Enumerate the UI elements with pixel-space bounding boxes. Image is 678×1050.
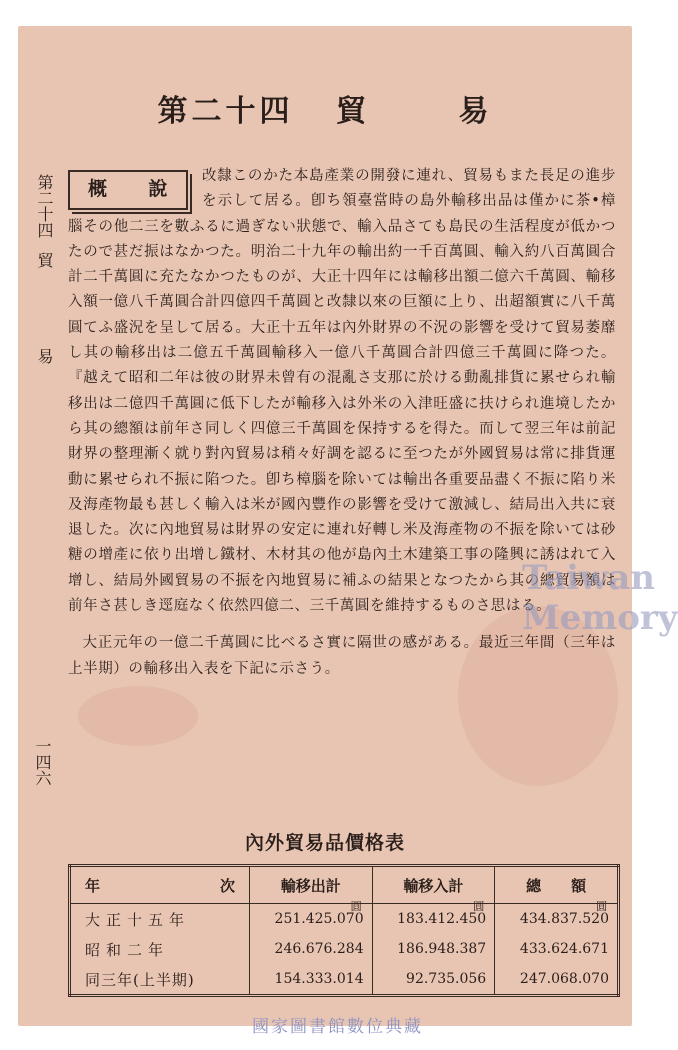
title-chapter: 第二十四	[157, 94, 294, 129]
watermark-stamp: Taiwan Memory	[522, 558, 678, 638]
paragraph-2: 大正元年の一億二千萬圓に比べるさ實に隔世の感がある。最近三年間（三年は上半期）の輸移出入表を下記に示さう。	[68, 635, 616, 677]
page-number: 一四六	[33, 738, 52, 786]
side-running-head-2: 易	[35, 348, 54, 364]
section-heading-box: 概 說	[68, 170, 188, 210]
trade-table	[68, 864, 620, 997]
table-row: 同三年(上半期) 154.333.014 92.735.056 247.068.070	[70, 964, 619, 996]
col-header-year: 年 次	[70, 866, 250, 904]
col-header-imports: 輸移入計	[372, 866, 495, 904]
title-char-1: 貿	[336, 94, 370, 129]
book-page	[18, 26, 678, 1037]
side-running-head: 第二十四貿	[35, 174, 54, 268]
table-row: 昭和二年 246.676.284 186.948.387 433.624.671	[70, 934, 619, 964]
paragraph-1: 改隸このかた本島產業の開發に連れ、貿易もまた長足の進步を示して居る。卽ち領臺當時の島外輸移出品は僅かに茶•樟腦その他二三を數ふるに過ぎない狀態で、輸入品さても島民の生活程度が低かつたので甚だ振はなかつた。明治二十九年の輸出約一千百萬圓、輸入約八百萬圓合計二千萬圓に充たなかつたものが、大正十四年には輸移出額二億六千萬圓、輸移入額一億八千萬圓合計四億四千萬圓と改隸以來の巨額に上り、出超額實に八千萬圓てふ盛況を呈して居る。大正十五年は內外財界の不況の影響を受けて貿易萎靡し其の輸移出は二億五千萬圓輸移入一億八千萬圓合計四億三千萬圓に降つた。『越えて昭和二年は彼の財界未曾有の混亂さ支那に於ける動亂排貨に累せられ輸移出は二億四千萬圓に低下したが輸移入は外米の入津旺盛に扶けられ進境したから其の總額は前年さ同しく四億三千萬圓を保持するを得た。而して翌三年は前記財界の整理漸く就り對內貿易は稍々好調を認るに至つたが外國貿易は常に排貨運動に累せられ不振に陷つた。卽ち樟腦を除いては輸出各重要品盡く不振に陷り米及海產物最も甚しく輸入は米が國內豐作の影響を受けて激減し、結局出入共に衰退した。次に內地貿易は財界の安定に連れ好轉し米及海產物の不振を除いては砂糖の增產に依り出增し鐵材、木材其の他が島內土木建築工事の隆興に誘はれて入增し、結局外國貿易の不振を內地貿易に補ふの結果となつたから其の總貿易額は前年さ甚しき逕庭なく依然四億二、三千萬圓を維持するものさ思はる。	[68, 168, 616, 615]
title-char-2: 易	[458, 94, 493, 129]
col-header-total: 總 額	[495, 866, 619, 904]
table-row: 大正十五年 圓 251.425.070 圓 183.412.450 圓 434.837.520	[70, 904, 619, 935]
table-title: 內外貿易品價格表	[244, 832, 405, 854]
watermark-text: 國家圖書館數位典藏	[252, 1017, 423, 1037]
page-title	[18, 86, 632, 130]
col-header-exports: 輸移出計	[250, 866, 373, 904]
